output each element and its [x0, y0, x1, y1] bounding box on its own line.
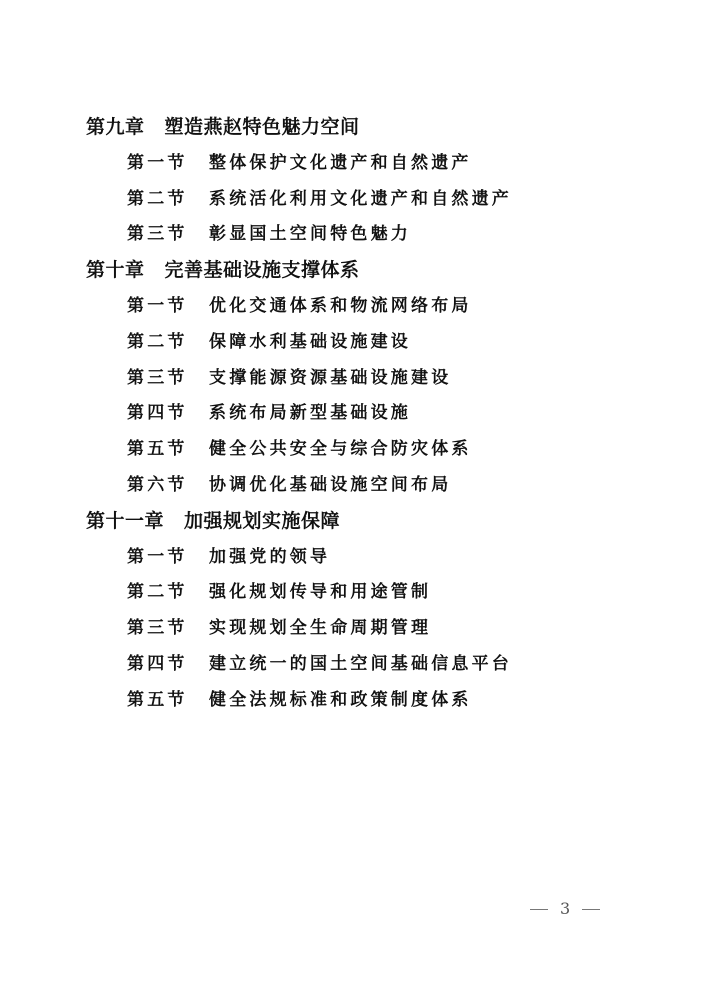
section-number: 第三节	[127, 618, 188, 639]
page-footer	[530, 899, 600, 918]
toc-section-entry	[127, 291, 472, 316]
section-number: 第三节	[127, 224, 188, 245]
section-title: 整体保护文化遗产和自然遗产	[209, 152, 472, 173]
section-number: 第一节	[127, 546, 188, 567]
section-number: 第五节	[127, 439, 188, 460]
toc-section-entry	[127, 577, 431, 602]
toc-chapter-entry	[86, 255, 360, 282]
section-title: 优化交通体系和物流网络布局	[209, 296, 472, 316]
toc-section-entry	[127, 542, 330, 567]
section-number: 第二节	[127, 582, 188, 603]
toc-section-entry	[127, 363, 451, 388]
section-number: 第一节	[127, 152, 188, 173]
toc-section-entry	[127, 398, 411, 423]
section-title: 协调优化基础设施空间布局	[209, 475, 452, 495]
section-number: 第四节	[127, 403, 188, 424]
section-number: 第五节	[127, 689, 188, 710]
section-title: 加强党的领导	[209, 546, 331, 567]
toc-section-entry	[127, 685, 472, 710]
toc-section-entry	[127, 434, 472, 459]
chapter-number: 第十一章	[86, 509, 165, 532]
footer-dash-left	[530, 909, 548, 910]
toc-chapter-entry	[86, 506, 340, 533]
toc-section-entry	[127, 327, 411, 352]
footer-dash-right	[582, 909, 600, 910]
toc-section-entry	[127, 470, 451, 495]
section-number: 第二节	[127, 331, 188, 352]
toc-section-entry	[127, 148, 472, 173]
section-title: 实现规划全生命周期管理	[209, 618, 432, 639]
section-number: 第三节	[127, 367, 188, 388]
section-title: 支撑能源资源基础设施建设	[209, 367, 452, 388]
section-number: 第一节	[127, 296, 188, 316]
chapter-title: 加强规划实施保障	[184, 509, 341, 532]
section-title: 健全法规标准和政策制度体系	[209, 689, 472, 710]
section-number: 第二节	[127, 188, 188, 209]
toc-section-entry	[127, 649, 512, 674]
section-number: 第六节	[127, 475, 188, 495]
toc-chapter-entry	[86, 112, 360, 139]
section-title: 强化规划传导和用途管制	[209, 582, 432, 603]
section-title: 保障水利基础设施建设	[209, 331, 411, 352]
chapter-number: 第十章	[86, 259, 145, 282]
toc-section-entry	[127, 219, 411, 244]
toc-section-entry	[127, 613, 431, 638]
toc-section-entry	[127, 184, 512, 209]
chapter-title: 塑造燕赵特色魅力空间	[164, 116, 360, 138]
section-title: 建立统一的国土空间基础信息平台	[209, 654, 512, 674]
section-number: 第四节	[127, 654, 188, 674]
section-title: 系统活化利用文化遗产和自然遗产	[209, 188, 512, 209]
chapter-number: 第九章	[86, 116, 145, 138]
page-number: 3	[560, 899, 571, 918]
section-title: 健全公共安全与综合防灾体系	[209, 439, 472, 460]
section-title: 彰显国土空间特色魅力	[209, 224, 411, 245]
section-title: 系统布局新型基础设施	[209, 403, 411, 424]
chapter-title: 完善基础设施支撑体系	[164, 259, 360, 282]
